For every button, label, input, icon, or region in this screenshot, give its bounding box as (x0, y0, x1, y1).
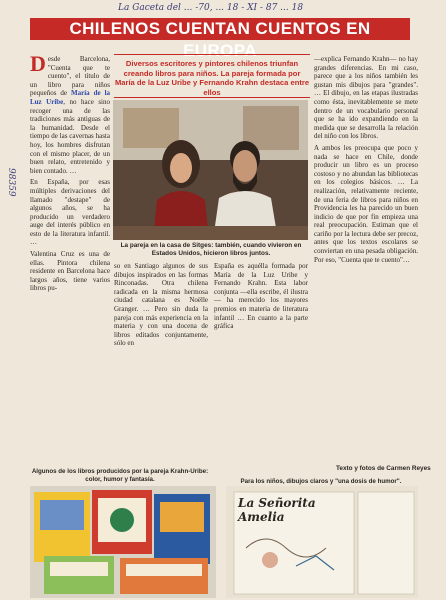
books-photo (30, 486, 216, 598)
author-name-highlight: María de la Luz Uribe (30, 89, 110, 106)
article-paragraph-3: Valentina Cruz es una de ellas. Pintora chilena residente en Barcelona hace largos años, tiene varios libros pu- (30, 250, 110, 293)
drop-cap: D (30, 55, 46, 76)
article-opening-rest: , no hace sino recoger una de las tradiciones más antiguas de la humanidad. Desde el tiempo de las cavernas hasta hoy, los hombres disfrutan con el mismo placer, de un buen relato, entretenido y bien contado. … (30, 97, 110, 175)
column-4-more: A ambos les preocupa que poco y nada se hace en Chile, donde producir un libro es un proceso costoso y no abundan las bibliotecas en los colegios básicos. … La realización, relativamente reciente, de una feria de libros para niños en Providencia les ha parecido un buen indicio de que por fin empieza una real preocupación. Estiman que el cariño por la lectura debe ser precoz, antes que los textos escolares se conviertan en una pesada obligación. Por eso, "Cuenta que te cuento"… (314, 143, 418, 264)
article-column-2 (114, 262, 208, 462)
article-paragraph-2: En España, por esas múltiples derivaciones del llamado "destape" de algunos años, se ha producido un verdadero auge del interés público en esto de la literatura infantil. … (30, 178, 110, 247)
article-column-1 (30, 55, 110, 455)
headline: CHILENOS CUENTAN CUENTOS EN EUROPA (30, 18, 410, 40)
column-4-text: —explica Fernando Krahn— no hay grandes diferencias. En mi caso, parece que a los niños también les gustan mis dibujos para "grandes". … El dibujo, en las etapas ilustradas como ésta, inevitablemente se mete dentro de un vocabulario personal que se ha ido expandiendo en la medida que se desarrolla la relación del niño con los libros. (314, 55, 418, 141)
bottom-right-caption: Para los niños, dibujos claros y "una dosis de humor". (240, 478, 402, 485)
author-credit: Texto y fotos de Carmen Reyes (336, 465, 431, 472)
handwritten-note: La Gaceta del ... -70, ... 18 - XI - 87 ... 18 (118, 3, 304, 13)
couple-illustration (113, 100, 308, 240)
photo-caption: La pareja en la casa de Sitges: también, cuando vivieron en Estados Unidos, hicieron libros juntos. (120, 242, 302, 257)
article-column-3 (214, 262, 308, 462)
article-column-4 (314, 55, 418, 455)
book-cover-title: La Señorita Amelia (238, 496, 316, 524)
margin-handwriting: 98359 (6, 168, 16, 197)
article-opening: esde Barcelona, "Cuenta que te cuento", el título de un libro para niños pequeños de (30, 55, 110, 98)
couple-photo (113, 100, 308, 240)
book-page-photo (226, 486, 418, 598)
column-3-text: España es aquélla formada por María de la Luz Uribe y Fernando Krahn. Esta labor conjunta —ella escribe, él ilustra— ha merecido los mayores premios en materia de literatura infantil … En cuanto a la parte gráfica (214, 262, 308, 331)
bottom-left-caption: Algunos de los libros producidos por la pareja Krahn-Uribe: color, humor y fantasía. (31, 468, 209, 483)
article-deck: Diversos escritores y pintores chilenos triunfan creando libros para niños. La pareja formada por María de la Luz Uribe y Fernando Krahn destaca entre ellos (114, 54, 310, 98)
books-illustration (30, 486, 216, 598)
column-2-text: so en Santiago algunos de sus dibujos inspirados en las formas Rinconadas. Otra chilena radicada en la misma hermosa ciudad catalana es Noëlle Granger. … Pero sin duda la pareja con más experiencia en la materia y con una docena de libros editados conjuntamente, sólo en (114, 262, 208, 348)
